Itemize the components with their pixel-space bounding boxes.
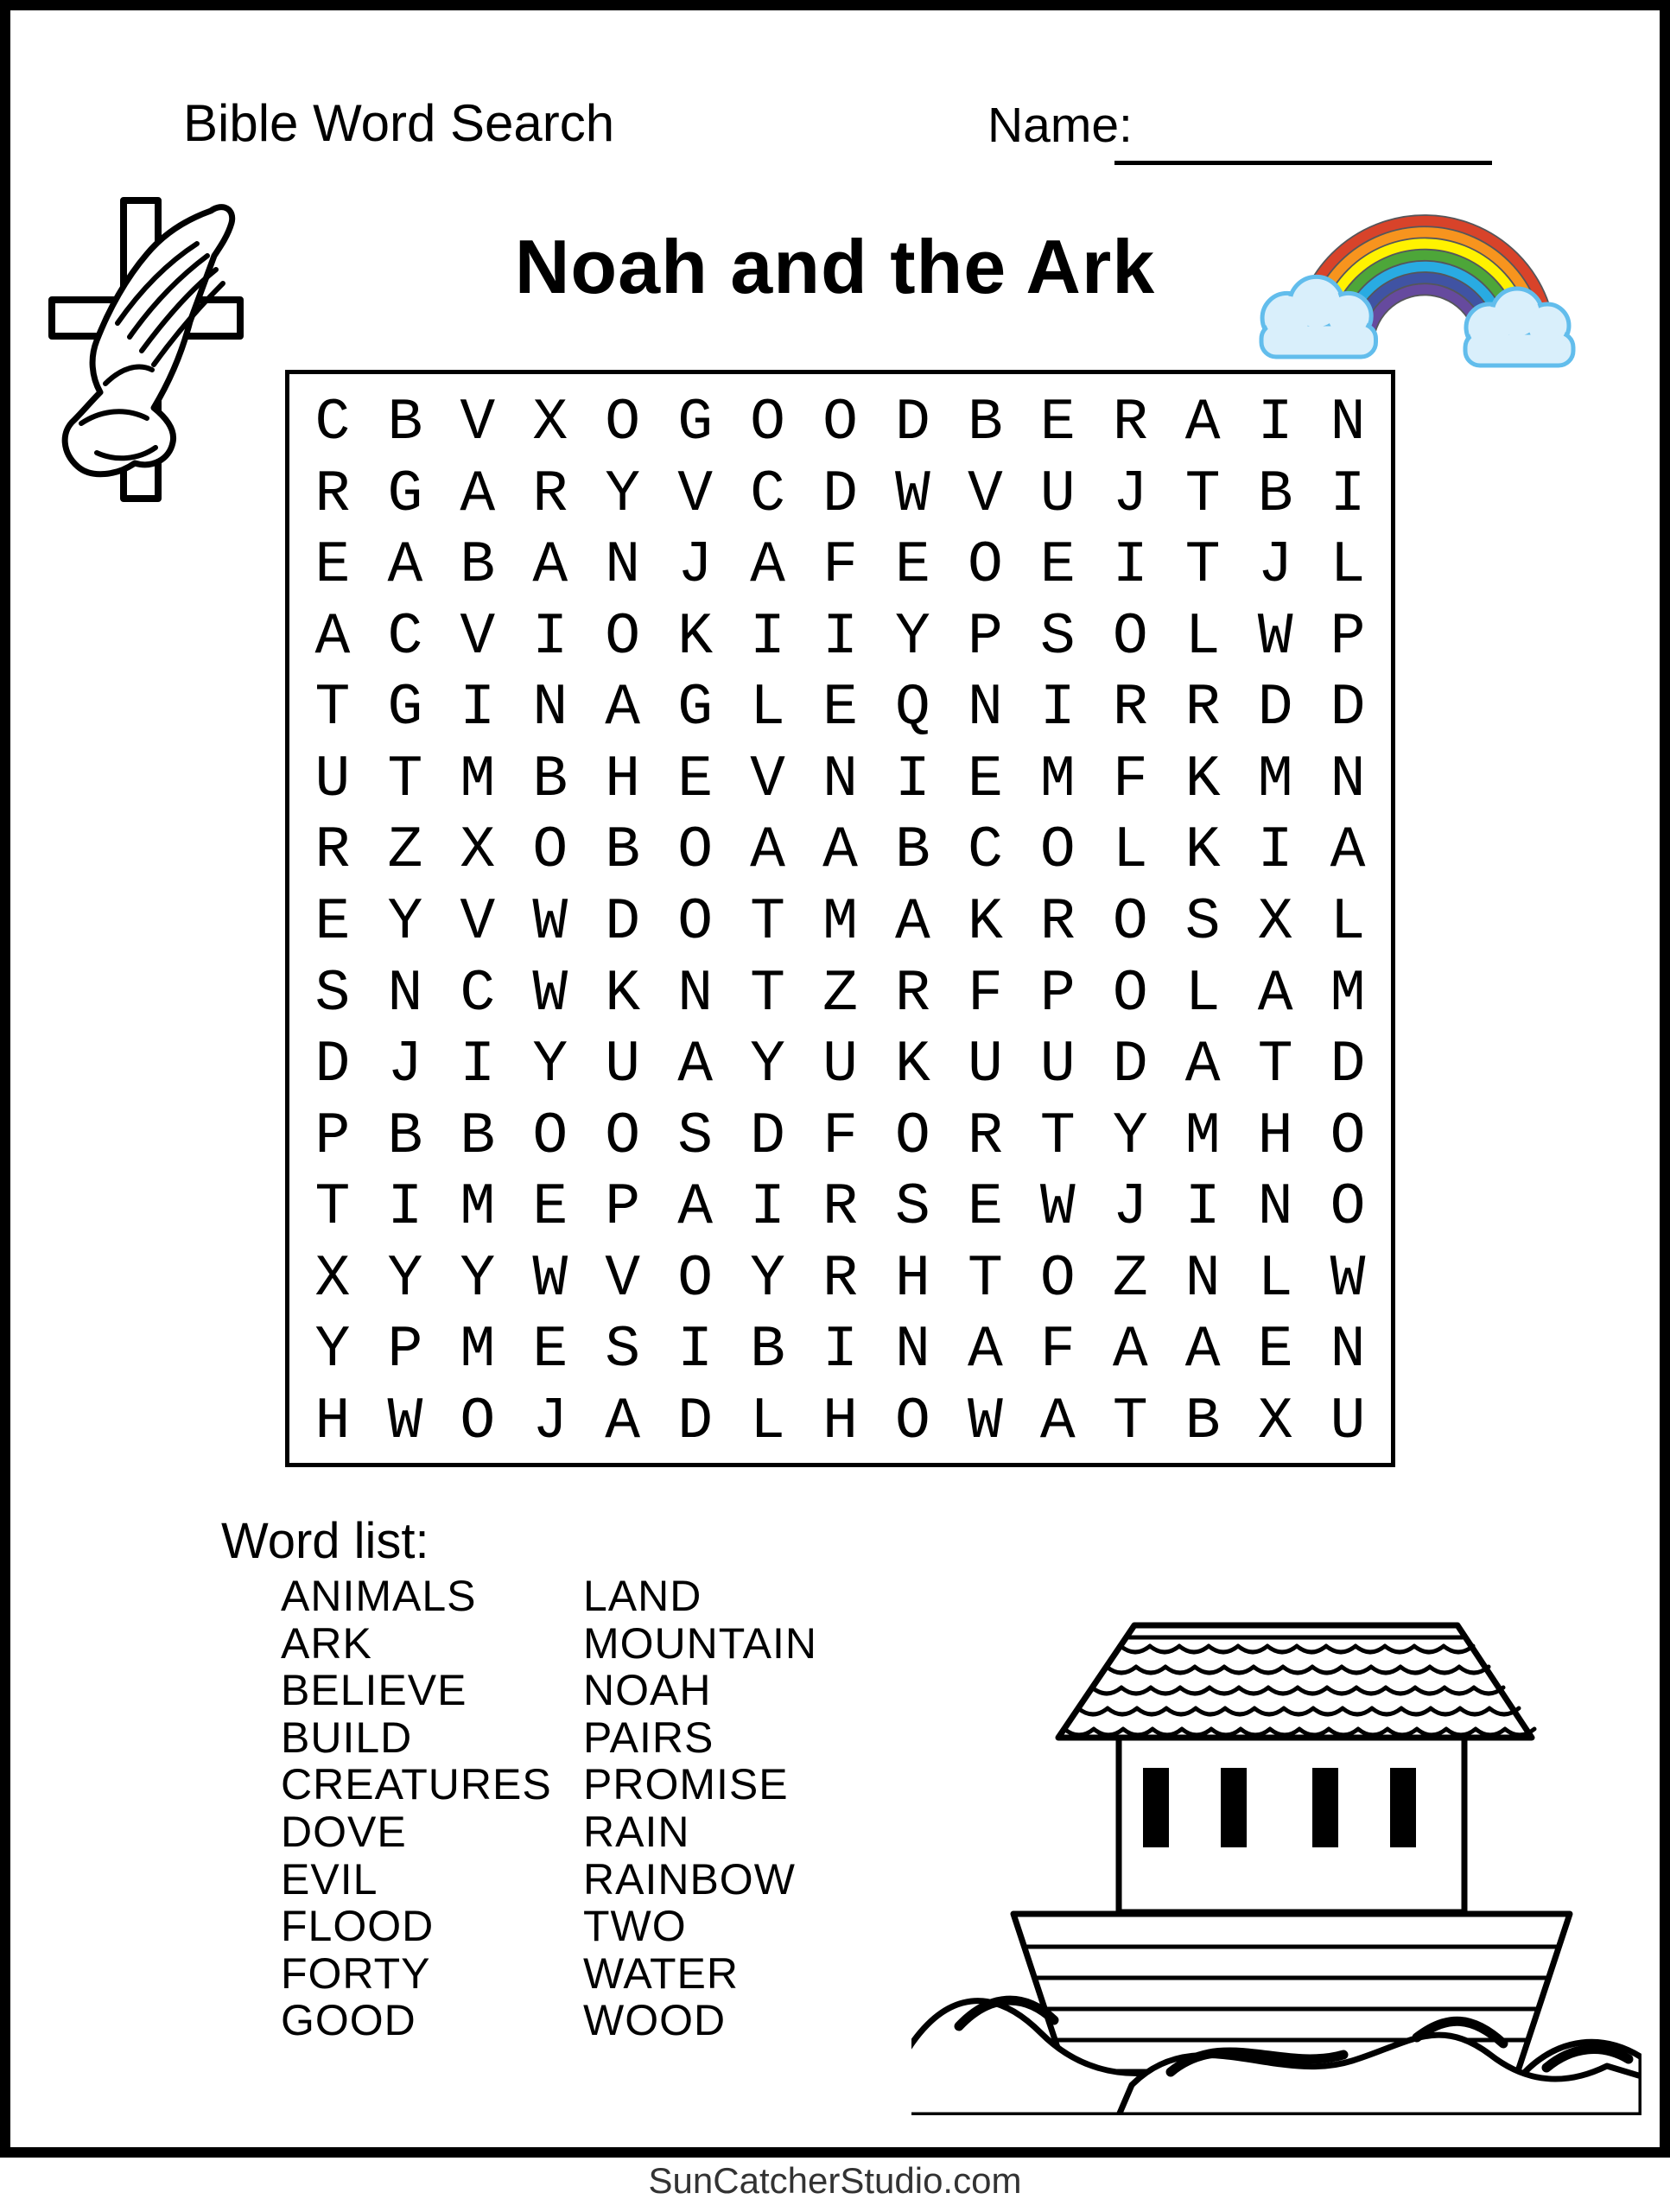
grid-cell: K [1184, 746, 1221, 813]
grid-cell: F [822, 1103, 858, 1170]
grid-cell: Y [532, 1032, 568, 1099]
grid-cell: O [967, 532, 1003, 600]
grid-cell: T [750, 960, 785, 1027]
grid-cell: I [532, 603, 568, 671]
grid-cell: N [822, 746, 858, 813]
word-col-1 [281, 1573, 552, 2044]
word-list-item: LAND [583, 1572, 702, 1620]
grid-cell: G [387, 675, 423, 742]
grid-cell: L [1112, 817, 1148, 885]
grid-cell: N [387, 960, 423, 1027]
grid-cell: F [822, 532, 858, 600]
grid-cell: R [895, 960, 930, 1027]
grid-cell: O [677, 817, 714, 885]
name-label: Name: [987, 98, 1133, 153]
grid-cell: E [314, 888, 351, 956]
word-col-2 [583, 1573, 817, 2044]
grid-cell: D [1330, 675, 1366, 742]
grid-cell: P [314, 1103, 351, 1170]
grid-cell: T [387, 746, 423, 813]
grid-cell: S [1039, 603, 1076, 671]
grid-cell: V [967, 461, 1003, 528]
grid-cell: M [1257, 746, 1293, 813]
grid-cell: U [1039, 1032, 1076, 1099]
grid-cell: M [1039, 746, 1076, 813]
grid-cell: Y [387, 888, 423, 956]
grid-cell: B [1257, 461, 1293, 528]
name-write-line [1114, 161, 1492, 165]
grid-cell: X [314, 1245, 351, 1313]
grid-cell: Y [750, 1245, 785, 1313]
grid-cell: A [387, 532, 423, 600]
worksheet-type-heading: Bible Word Search [183, 94, 615, 152]
grid-cell: A [750, 532, 785, 600]
grid-cell: X [1257, 888, 1293, 956]
word-list-item: RAINBOW [583, 1854, 796, 1904]
grid-cell: R [822, 1245, 858, 1313]
grid-cell: B [387, 1103, 423, 1170]
grid-cell: A [1330, 817, 1366, 885]
word-list-item: BELIEVE [281, 1666, 467, 1715]
grid-cell: J [387, 1032, 423, 1099]
grid-cell: Z [387, 817, 423, 885]
grid-cell: O [895, 1103, 930, 1170]
grid-cell: O [1330, 1103, 1366, 1170]
grid-cell: R [532, 461, 568, 528]
word-list-item: WATER [583, 1948, 739, 1998]
grid-cell: N [677, 960, 714, 1027]
letter-grid [285, 370, 1395, 1467]
grid-cell: A [822, 817, 858, 885]
grid-cell: A [532, 532, 568, 600]
grid-cell: O [532, 1103, 568, 1170]
grid-cell: G [387, 461, 423, 528]
grid-cell: F [1112, 746, 1148, 813]
grid-cell: U [1039, 461, 1076, 528]
grid-cell: T [1112, 1388, 1148, 1455]
grid-cell: A [1184, 390, 1221, 457]
grid-cell: V [605, 1245, 641, 1313]
grid-cell: U [967, 1032, 1003, 1099]
grid-cell: N [1184, 1245, 1221, 1313]
grid-cell: Y [387, 1245, 423, 1313]
grid-cell: U [314, 746, 351, 813]
grid-cell: Y [750, 1032, 785, 1099]
grid-cell: F [1039, 1317, 1076, 1384]
grid-cell: M [1330, 960, 1366, 1027]
word-list-item: BUILD [281, 1713, 413, 1762]
noahs-ark-illustration [911, 1601, 1641, 2115]
grid-cell: C [967, 817, 1003, 885]
grid-cell: U [1330, 1388, 1366, 1455]
grid-cell: D [822, 461, 858, 528]
grid-cell: R [1039, 888, 1076, 956]
word-list-item: EVIL [281, 1854, 378, 1904]
grid-cell: D [677, 1388, 714, 1455]
grid-cell: L [750, 675, 785, 742]
grid-cell: O [1039, 817, 1076, 885]
word-list-item: PROMISE [583, 1760, 789, 1809]
grid-cell: Y [460, 1245, 496, 1313]
grid-cell: E [677, 746, 714, 813]
grid-cell: T [967, 1245, 1003, 1313]
grid-cell: A [1257, 960, 1293, 1027]
grid-cell: B [750, 1317, 785, 1384]
grid-cell: A [605, 675, 641, 742]
grid-cell: N [1257, 1174, 1293, 1242]
grid-cell: E [1257, 1317, 1293, 1384]
grid-cell: I [822, 603, 858, 671]
grid-cell: K [895, 1032, 930, 1099]
grid-cell: Y [605, 461, 641, 528]
grid-cell: N [605, 532, 641, 600]
grid-cell: A [677, 1174, 714, 1242]
grid-cell: R [1112, 675, 1148, 742]
grid-cell: W [895, 461, 930, 528]
grid-cell: V [460, 888, 496, 956]
grid-cell: U [605, 1032, 641, 1099]
grid-cell: T [1257, 1032, 1293, 1099]
cloud-icon [1468, 335, 1571, 363]
grid-cell: W [1257, 603, 1293, 671]
grid-cell: W [532, 888, 568, 956]
word-list-item: WOOD [583, 1996, 727, 2045]
grid-cell: C [460, 960, 496, 1027]
grid-cell: R [967, 1103, 1003, 1170]
grid-cell: K [605, 960, 641, 1027]
grid-cell: T [1184, 532, 1221, 600]
grid-cell: C [387, 603, 423, 671]
grid-cell: O [750, 390, 785, 457]
grid-cell: O [1112, 960, 1148, 1027]
grid-cell: F [967, 960, 1003, 1027]
grid-cell: E [314, 532, 351, 600]
grid-cell: X [1257, 1388, 1293, 1455]
grid-cell: Z [1112, 1245, 1148, 1313]
ark-roof [1058, 1625, 1532, 1738]
grid-cell: Q [895, 675, 930, 742]
grid-cell: W [387, 1388, 423, 1455]
grid-cell: O [532, 817, 568, 885]
grid-cell: U [822, 1032, 858, 1099]
grid-cell: I [677, 1317, 714, 1384]
grid-cell: B [387, 390, 423, 457]
grid-cell: O [677, 888, 714, 956]
grid-cell: Y [314, 1317, 351, 1384]
word-list-item: RAIN [583, 1807, 690, 1856]
grid-cell: I [1330, 461, 1366, 528]
grid-cell: X [460, 817, 496, 885]
grid-cell: I [895, 746, 930, 813]
grid-cell: Z [822, 960, 858, 1027]
grid-cell: L [1330, 888, 1366, 956]
grid-cell: E [967, 1174, 1003, 1242]
grid-cell: K [677, 603, 714, 671]
grid-cell: A [1184, 1032, 1221, 1099]
grid-cell: N [1330, 1317, 1366, 1384]
grid-cell: B [460, 532, 496, 600]
grid-cell: W [1330, 1245, 1366, 1313]
word-list-item: NOAH [583, 1666, 712, 1715]
grid-cell: A [750, 817, 785, 885]
grid-cell: D [895, 390, 930, 457]
cloud-icon [1264, 327, 1374, 354]
grid-cell: B [1184, 1388, 1221, 1455]
grid-cell: I [1039, 675, 1076, 742]
grid-cell: T [314, 675, 351, 742]
grid-cell: O [460, 1388, 496, 1455]
grid-cell: J [677, 532, 714, 600]
grid-cell: O [895, 1388, 930, 1455]
grid-cell: A [1112, 1317, 1148, 1384]
grid-cell: O [1112, 603, 1148, 671]
grid-cell: L [1184, 960, 1221, 1027]
grid-cell: D [750, 1103, 785, 1170]
grid-cell: W [532, 960, 568, 1027]
grid-cell: A [895, 888, 930, 956]
grid-cell: T [314, 1174, 351, 1242]
grid-cell: O [605, 390, 641, 457]
grid-cell: I [1184, 1174, 1221, 1242]
grid-cell: B [532, 746, 568, 813]
grid-cell: A [460, 461, 496, 528]
grid-cell: M [460, 1317, 496, 1384]
grid-cell: V [750, 746, 785, 813]
grid-cell: H [895, 1245, 930, 1313]
grid-cell: J [1112, 461, 1148, 528]
grid-cell: I [460, 1032, 496, 1099]
word-list-item: TWO [583, 1902, 687, 1951]
grid-cell: I [460, 675, 496, 742]
grid-cell: V [460, 603, 496, 671]
grid-cell: L [750, 1388, 785, 1455]
grid-cell: M [460, 746, 496, 813]
grid-cell: A [1184, 1317, 1221, 1384]
grid-cell: P [605, 1174, 641, 1242]
grid-cell: I [1257, 390, 1293, 457]
grid-cell: J [1112, 1174, 1148, 1242]
grid-cell: S [895, 1174, 930, 1242]
grid-cell: R [314, 817, 351, 885]
grid-cell: B [895, 817, 930, 885]
grid-cell: E [967, 746, 1003, 813]
grid-cell: T [1039, 1103, 1076, 1170]
rainbow-illustration [1254, 175, 1596, 372]
grid-cell: N [1330, 746, 1366, 813]
grid-cell: T [750, 888, 785, 956]
grid-cell: N [967, 675, 1003, 742]
grid-cell: A [314, 603, 351, 671]
grid-cell: K [967, 888, 1003, 956]
grid-cell: O [1330, 1174, 1366, 1242]
grid-cell: N [532, 675, 568, 742]
grid-cell: X [532, 390, 568, 457]
grid-cell: D [1330, 1032, 1366, 1099]
footer-credit: SunCatcherStudio.com [648, 2160, 1022, 2201]
grid-cell: P [1039, 960, 1076, 1027]
grid-cell: Y [1112, 1103, 1148, 1170]
grid-cell: S [314, 960, 351, 1027]
grid-cell: L [1330, 532, 1366, 600]
grid-cell: P [967, 603, 1003, 671]
grid-cell: B [460, 1103, 496, 1170]
grid-cell: E [895, 532, 930, 600]
grid-cell: I [822, 1317, 858, 1384]
grid-cell: V [460, 390, 496, 457]
grid-cell: W [967, 1388, 1003, 1455]
grid-cell: I [1257, 817, 1293, 885]
grid-cell: K [1184, 817, 1221, 885]
word-list-item: MOUNTAIN [583, 1618, 817, 1668]
grid-cell: I [387, 1174, 423, 1242]
grid-cell: O [605, 603, 641, 671]
grid-cell: O [1112, 888, 1148, 956]
word-list-item: CREATURES [281, 1760, 552, 1809]
grid-cell: P [1330, 603, 1366, 671]
grid-cell: H [314, 1388, 351, 1455]
grid-cell: R [1112, 390, 1148, 457]
grid-cell: Y [895, 603, 930, 671]
grid-cell: I [1112, 532, 1148, 600]
grid-cell: T [1184, 461, 1221, 528]
grid-cell: H [822, 1388, 858, 1455]
grid-cell: R [822, 1174, 858, 1242]
word-list-item: FORTY [281, 1948, 431, 1998]
grid-cell: O [822, 390, 858, 457]
word-list-item: ARK [281, 1618, 372, 1668]
grid-cell: N [1330, 390, 1366, 457]
grid-cell: G [677, 675, 714, 742]
grid-cell: E [1039, 390, 1076, 457]
grid-cell: O [605, 1103, 641, 1170]
word-list-item: FLOOD [281, 1902, 435, 1951]
grid-cell: M [822, 888, 858, 956]
word-list-item: GOOD [281, 1996, 416, 2045]
grid-cell: C [750, 461, 785, 528]
grid-cell: D [1257, 675, 1293, 742]
grid-cell: J [532, 1388, 568, 1455]
page-title: Noah and the Ark [514, 224, 1156, 309]
grid-cell: E [1039, 532, 1076, 600]
grid-cell: S [605, 1317, 641, 1384]
grid-cell: A [677, 1032, 714, 1099]
grid-cell: B [967, 390, 1003, 457]
grid-cell: I [750, 603, 785, 671]
grid-cell: R [314, 461, 351, 528]
grid-cell: A [967, 1317, 1003, 1384]
grid-cell: V [677, 461, 714, 528]
grid-cell: O [677, 1245, 714, 1313]
grid-cell: R [1184, 675, 1221, 742]
grid-cell: A [1039, 1388, 1076, 1455]
grid-cell: M [1184, 1103, 1221, 1170]
grid-cell: C [314, 390, 351, 457]
grid-cell: H [605, 746, 641, 813]
grid-cell: H [1257, 1103, 1293, 1170]
grid-cell: I [750, 1174, 785, 1242]
grid-cell: L [1184, 603, 1221, 671]
grid-cell: W [532, 1245, 568, 1313]
grid-cell: B [605, 817, 641, 885]
grid-cell: D [1112, 1032, 1148, 1099]
grid-cell: L [1257, 1245, 1293, 1313]
word-list-heading: Word list: [221, 1513, 429, 1569]
grid-cell: D [605, 888, 641, 956]
grid-cell: G [677, 390, 714, 457]
grid-cell: P [387, 1317, 423, 1384]
grid-cell: W [1039, 1174, 1076, 1242]
word-list-item: DOVE [281, 1807, 407, 1856]
word-list-item: PAIRS [583, 1713, 714, 1762]
grid-cell: M [460, 1174, 496, 1242]
word-list-item: ANIMALS [281, 1572, 477, 1620]
grid-cell: J [1257, 532, 1293, 600]
grid-cell: D [314, 1032, 351, 1099]
grid-cell: A [605, 1388, 641, 1455]
grid-cell: O [1039, 1245, 1076, 1313]
grid-cell: E [822, 675, 858, 742]
grid-cell: S [1184, 888, 1221, 956]
grid-cell: E [532, 1317, 568, 1384]
grid-cell: N [895, 1317, 930, 1384]
grid-cell: E [532, 1174, 568, 1242]
grid-cell: S [677, 1103, 714, 1170]
